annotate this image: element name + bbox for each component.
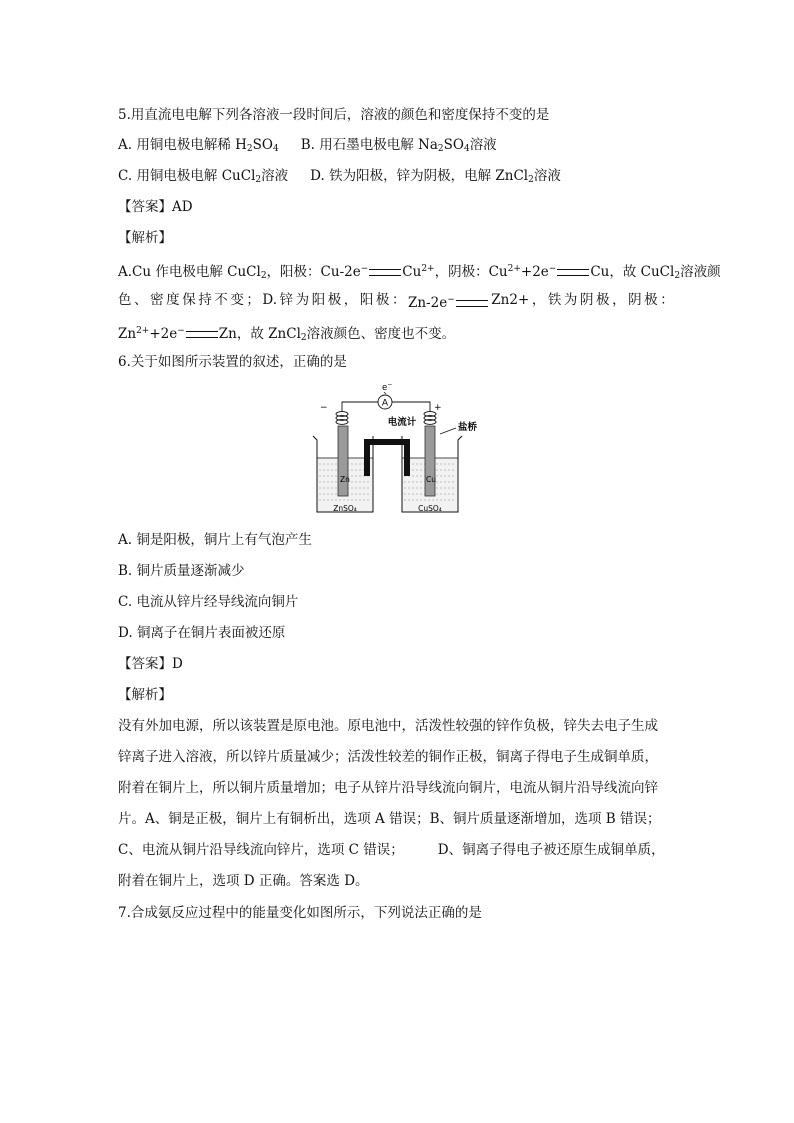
q6-option-b[interactable]: B. 铜片质量逐渐减少 [118, 563, 245, 579]
cuso4-label: CuSO₄ [418, 504, 442, 513]
q5-analysis-line-2: 色 、 密 度 保 持 不 变 ； D. 锌 为 阳 极 ， 阳 极 ： Zn-2e− Zn2+ ， 铁 为 阴 极 ， 阴 极 ： [118, 292, 674, 311]
salt-bridge-label: 盐桥 [458, 422, 478, 433]
q6-answer: 【答案】D [118, 656, 183, 672]
zn-label: Zn [340, 475, 350, 484]
q5-analysis-tag: 【解析】 [118, 230, 172, 246]
zn-electrode [338, 426, 348, 496]
electron-label: e− [382, 381, 393, 393]
minus-sign: − [320, 403, 328, 413]
q6-option-c[interactable]: C. 电流从锌片经导线流向铜片 [118, 594, 299, 610]
salt-bridge-leader [440, 428, 456, 434]
q5-option-a[interactable]: A. 用铜电极电解稀 $H_2SO_4$ [118, 137, 279, 154]
q5-options-cd [118, 167, 561, 189]
q6-stem: 6.关于如图所示装置的叙述，正确的是 [118, 354, 347, 370]
q6-analysis-line-2: 锌离子进入溶液，所以锌片质量减少；活泼性较差的铜作正极，铜离子得电子生成铜单质， [118, 749, 658, 765]
q6-option-a[interactable]: A. 铜是阳极，铜片上有气泡产生 [118, 532, 312, 548]
q6-analysis-line-6: 附着在铜片上，选项 D 正确。答案选 D。 [118, 873, 369, 889]
q6-option-d[interactable]: D. 铜离子在铜片表面被还原 [118, 625, 286, 641]
q5-options-ab [118, 136, 497, 158]
q7-stem: 7.合成氨反应过程中的能量变化如图所示，下列说法正确的是 [118, 905, 482, 921]
q6-analysis-line-4: 片。A、铜是正极，铜片上有铜析出，选项 A 错误；B、铜片质量逐渐增加，选项 B 错误； [118, 811, 661, 827]
meter-label: 电流计 [387, 417, 417, 428]
q5-analysis-line-1: A.Cu 作电极电解 CuCl$_2$，阳极：Cu-2e− $Cu^{2+}$，阴极：$Cu^{2+}+2e^-$ Cu，故 CuCl$_2$溶液颜 [118, 264, 721, 281]
q5-option-d[interactable]: D. 铁为阳极，锌为阴极，电解 ZnCl$_2$溶液 [310, 168, 561, 185]
cu-electrode [425, 426, 435, 496]
q6-analysis-line-5: C、电流从铜片沿导线流向锌片，选项 C 错误； D、铜离子得电子被还原生成铜单质， [118, 842, 665, 858]
right-wire [392, 402, 430, 412]
q5-option-b[interactable]: B. 用石墨电极电解 $Na_2SO_4$溶液 [300, 137, 497, 154]
q5-stem: 5.用直流电电解下列各溶液一段时间后，溶液的颜色和密度保持不变的是 [118, 107, 550, 123]
galvanic-cell-figure [310, 378, 510, 518]
q5-answer: 【答案】AD [118, 199, 193, 215]
q6-analysis-line-3: 附着在铜片上，所以铜片质量增加；电子从锌片沿导线流向铜片，电流从铜片沿导线流向锌 [118, 780, 658, 796]
znso4-label: ZnSO₄ [333, 504, 357, 513]
left-wire [342, 402, 378, 412]
q6-analysis-tag: 【解析】 [118, 687, 172, 703]
q5-option-c[interactable]: C. 用铜电极电解 CuCl$_2$溶液 [118, 168, 289, 185]
ammeter-label: A [381, 398, 389, 409]
plus-sign: + [434, 403, 442, 413]
left-coil [336, 412, 348, 425]
q6-analysis-line-1: 没有外加电源，所以该装置是原电池。原电池中，活泼性较强的锌作负极，锌失去电子生成 [118, 718, 658, 734]
q5-analysis-line-3: $Zn^{2+}+2e^-$ Zn，故 ZnCl$_2$溶液颜色、密度也不变。 [118, 326, 456, 343]
right-coil [424, 412, 436, 425]
cu-label: Cu [426, 475, 436, 484]
